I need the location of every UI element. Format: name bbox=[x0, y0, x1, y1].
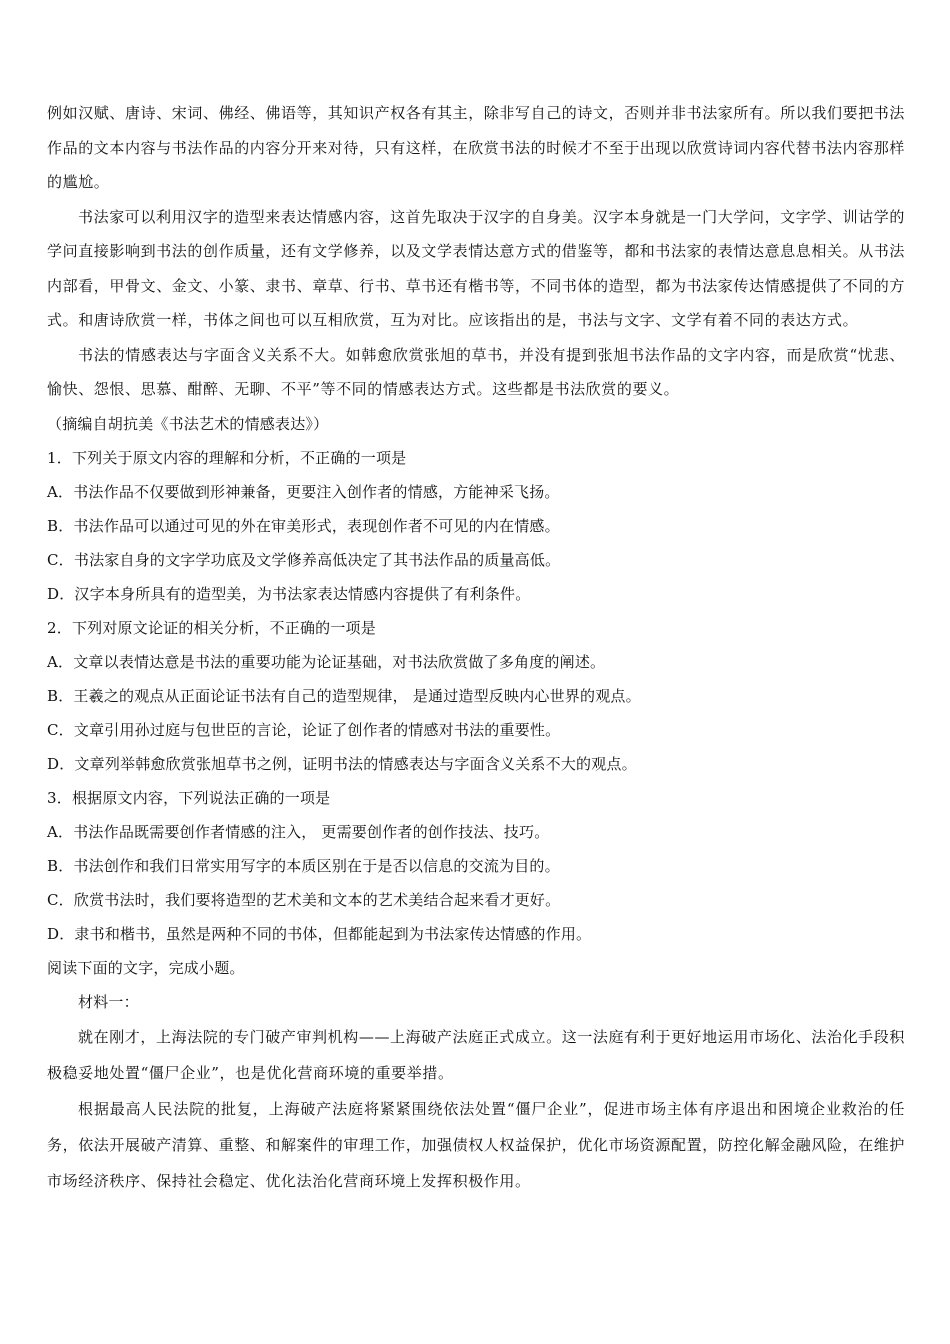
option-d: D．文章列举韩愈欣赏张旭草书之例，证明书法的情感表达与字面含义关系不大的观点。 bbox=[47, 754, 637, 773]
option-c: C．欣赏书法时，我们要将造型的艺术美和文本的艺术美结合起来看才更好。 bbox=[47, 890, 561, 909]
option-b: B．书法创作和我们日常实用写字的本质区别在于是否以信息的交流为目的。 bbox=[47, 856, 560, 875]
material-one bbox=[47, 985, 905, 1199]
option-d: D．汉字本身所具有的造型美，为书法家表达情感内容提供了有利条件。 bbox=[47, 584, 531, 603]
option-c: C．书法家自身的文字学功底及文学修养高低决定了其书法作品的质量高低。 bbox=[47, 550, 561, 569]
option-b: B．书法作品可以通过可见的外在审美形式，表现创作者不可见的内在情感。 bbox=[47, 516, 560, 535]
passage-source: （摘编自胡抗美《书法艺术的情感表达》） bbox=[47, 414, 329, 433]
passage-paragraph-1: 例如汉赋、唐诗、宋词、佛经、佛语等，其知识产权各有其主，除非写自己的诗文，否则并非书法家所有。所以我们要把书法作品的文本内容与书法作品的内容分开来对待，只有这样，在欣赏书法的时候才不至于出现以欣赏诗词内容代替书法内容那样的尴尬。 bbox=[47, 104, 906, 191]
reading-instruction: 阅读下面的文字，完成小题。 bbox=[47, 958, 245, 977]
option-a: A．文章以表情达意是书法的重要功能为论证基础，对书法欣赏做了多角度的阐述。 bbox=[47, 652, 606, 671]
option-a: A．书法作品既需要创作者情感的注入， 更需要创作者的创作技法、技巧。 bbox=[47, 822, 550, 841]
option-c: C．文章引用孙过庭与包世臣的言论，论证了创作者的情感对书法的重要性。 bbox=[47, 720, 561, 739]
option-b: B．王羲之的观点从正面论证书法有自己的造型规律， 是通过造型反映内心世界的观点。 bbox=[47, 686, 641, 705]
option-a: A．书法作品不仅要做到形神兼备，更要注入创作者的情感，方能神采飞扬。 bbox=[47, 482, 560, 501]
question-stem: 1．下列关于原文内容的理解和分析，不正确的一项是 bbox=[47, 448, 407, 467]
question-2 bbox=[47, 611, 905, 781]
option-d: D．隶书和楷书，虽然是两种不同的书体，但都能起到为书法家传达情感的作用。 bbox=[47, 924, 592, 943]
question-1 bbox=[47, 441, 905, 611]
question-stem: 2．下列对原文论证的相关分析，不正确的一项是 bbox=[47, 618, 376, 637]
question-stem: 3．根据原文内容，下列说法正确的一项是 bbox=[47, 788, 331, 807]
exam-page bbox=[47, 96, 905, 1199]
material-heading: 材料一： bbox=[78, 992, 139, 1011]
material-paragraph-2: 根据最高人民法院的批复，上海破产法庭将紧紧围绕依法处置“僵尸企业”，促进市场主体有序退出和困境企业救治的任务，依法开展破产清算、重整、和解案件的审理工作，加强债权人权益保护，优化市场资源配置，防控化解金融风险，在维护市场经济秩序、保持社会稳定、优化法治化营商环境上发挥积极作用。 bbox=[47, 1099, 906, 1190]
question-3 bbox=[47, 781, 905, 951]
material-paragraph-1: 就在刚才，上海法院的专门破产审判机构——上海破产法庭正式成立。这一法庭有利于更好地运用市场化、法治化手段积极稳妥地处置“僵尸企业”，也是优化营商环境的重要举措。 bbox=[47, 1027, 905, 1082]
passage-paragraph-3: 书法的情感表达与字面含义关系不大。如韩愈欣赏张旭的草书，并没有提到张旭书法作品的文字内容，而是欣赏“忧悲、愉快、怨恨、思慕、酣醉、无聊、不平”等不同的情感表达方式。这些都是书法欣赏的要义。 bbox=[47, 345, 905, 398]
passage-paragraph-2: 书法家可以利用汉字的造型来表达情感内容，这首先取决于汉字的自身美。汉字本身就是一门大学问，文字学、训诂学的学问直接影响到书法的创作质量，还有文学修养，以及文学表情达意方式的借鉴等，都和书法家的表情达意息息相关。从书法内部看，甲骨文、金文、小篆、隶书、章草、行书、草书还有楷书等，不同书体的造型，都为书法家传达情感提供了不同的方式。和唐诗欣赏一样，书体之间也可以互相欣赏，互为对比。应该指出的是，书法与文字、文学有着不同的表达方式。 bbox=[47, 207, 906, 329]
